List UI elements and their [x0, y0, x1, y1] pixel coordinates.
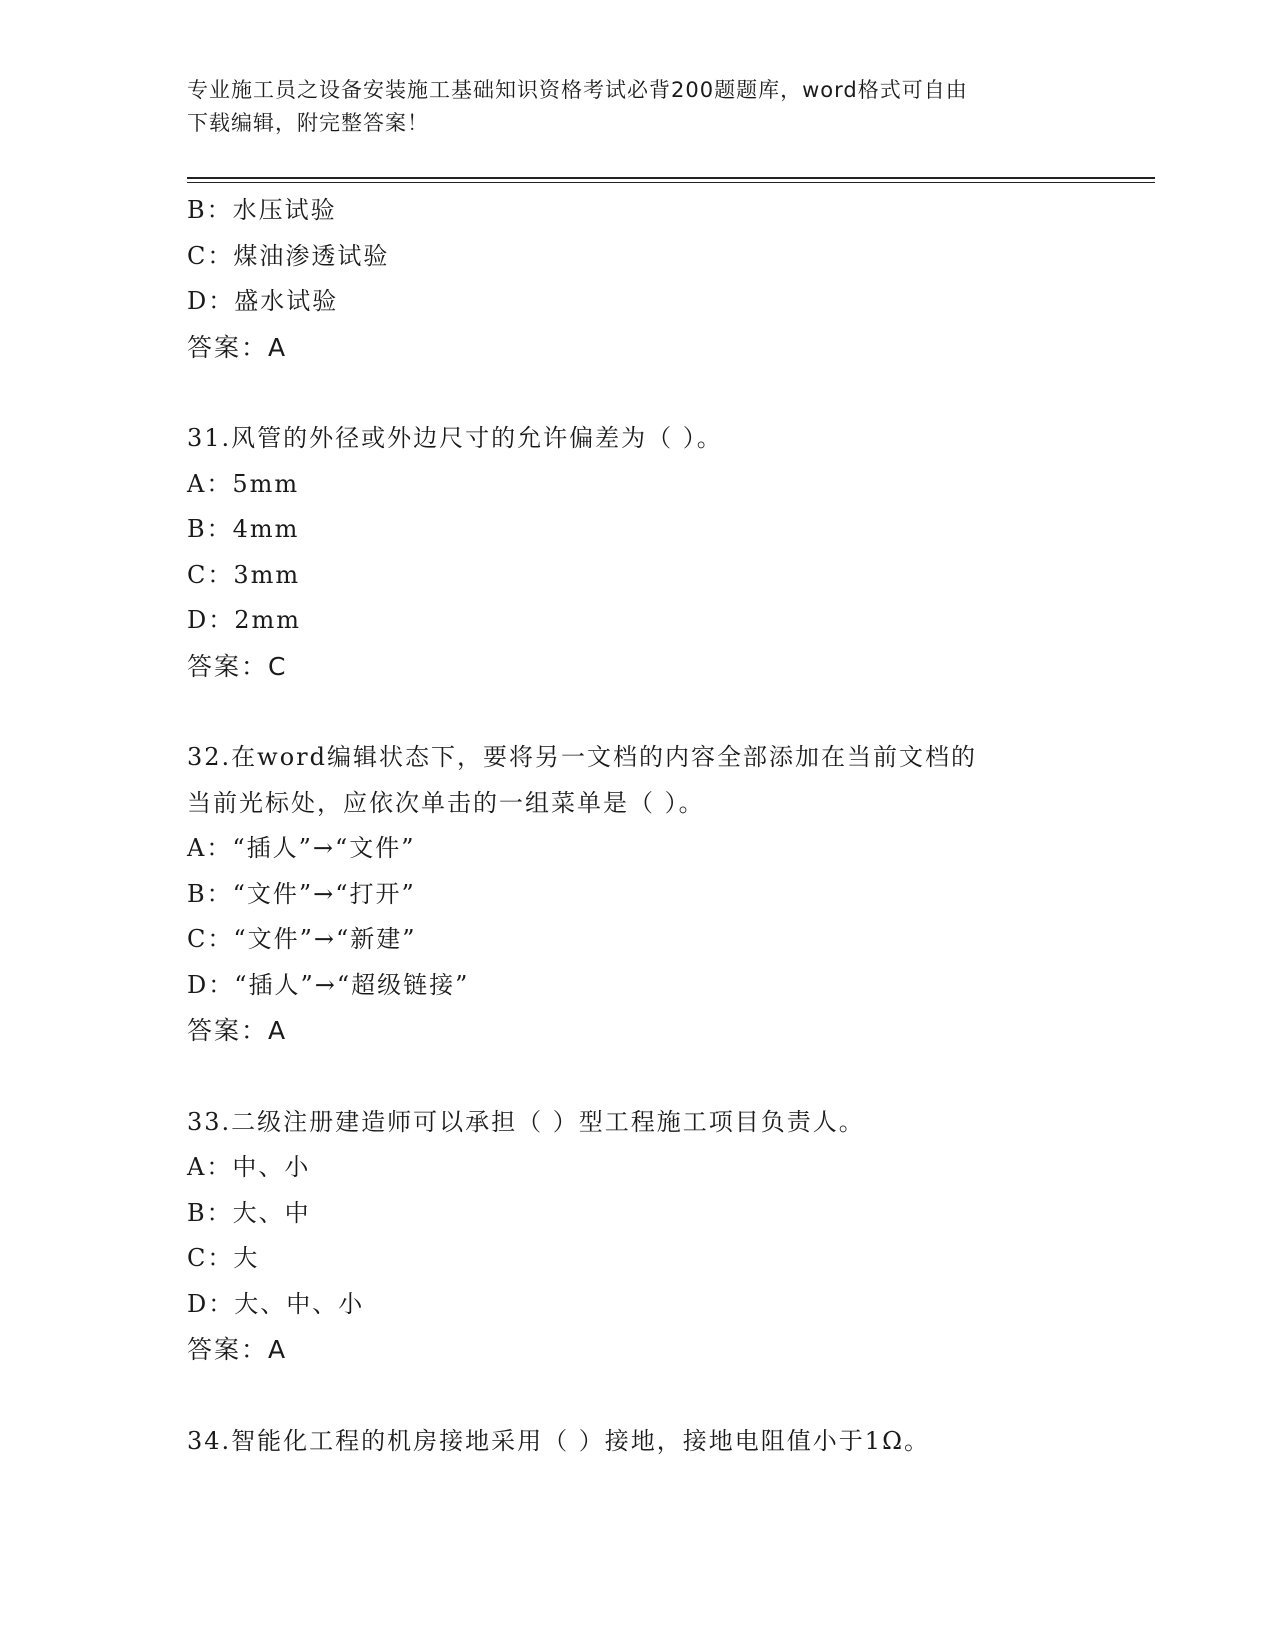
option-a: A：中、小	[187, 1153, 311, 1181]
header-title-line1: 专业施工员之设备安装施工基础知识资格考试必背200题题库，word格式可自由	[187, 78, 968, 102]
question-spacer	[187, 1373, 1087, 1419]
answer: 答案：C	[187, 651, 288, 681]
option-c: C：煤油渗透试验	[187, 241, 390, 270]
option-b: B：大、中	[187, 1198, 311, 1227]
option-d: D：大、中、小	[187, 1289, 365, 1318]
question-stem: 31.风管的外径或外边尺寸的允许偏差为（ ）。	[187, 424, 723, 452]
answer: 答案：A	[187, 332, 288, 362]
question-33	[187, 1100, 1087, 1373]
question-31	[187, 416, 1087, 689]
question-list	[187, 188, 1087, 1464]
option-a: A：“插人”→“文件”	[187, 834, 416, 862]
option-a: A：5mm	[187, 469, 300, 498]
option-b: B：水压试验	[187, 196, 337, 224]
header-divider-thin	[187, 182, 1155, 183]
question-stem: 34.智能化工程的机房接地采用（ ）接地，接地电阻值小于1Ω。	[187, 1426, 930, 1455]
question-34	[187, 1419, 1087, 1465]
header-divider-thick	[187, 177, 1155, 179]
answer: 答案：A	[187, 1335, 288, 1364]
option-d: D：“插人”→“超级链接”	[187, 970, 470, 999]
option-b: B：4mm	[187, 515, 300, 543]
question-32	[187, 735, 1087, 1054]
header-title-line2: 下载编辑，附完整答案！	[187, 111, 429, 135]
option-c: C：大	[187, 1244, 260, 1272]
question-spacer	[187, 370, 1087, 416]
question-spacer	[187, 1054, 1087, 1100]
question-30-tail	[187, 188, 1087, 370]
answer: 答案：A	[187, 1016, 288, 1045]
option-d: D：盛水试验	[187, 287, 339, 315]
option-d: D：2mm	[187, 606, 302, 634]
question-stem: 33.二级注册建造师可以承担（ ）型工程施工项目负责人。	[187, 1107, 865, 1136]
option-b: B：“文件”→“打开”	[187, 879, 416, 908]
question-stem-line2: 当前光标处，应依次单击的一组菜单是（ ）。	[187, 788, 705, 817]
question-stem-line1: 32.在word编辑状态下，要将另一文档的内容全部添加在当前文档的	[187, 743, 977, 771]
option-c: C：3mm	[187, 560, 301, 589]
page-header	[187, 74, 1087, 140]
question-spacer	[187, 689, 1087, 735]
option-c: C：“文件”→“新建”	[187, 925, 417, 953]
